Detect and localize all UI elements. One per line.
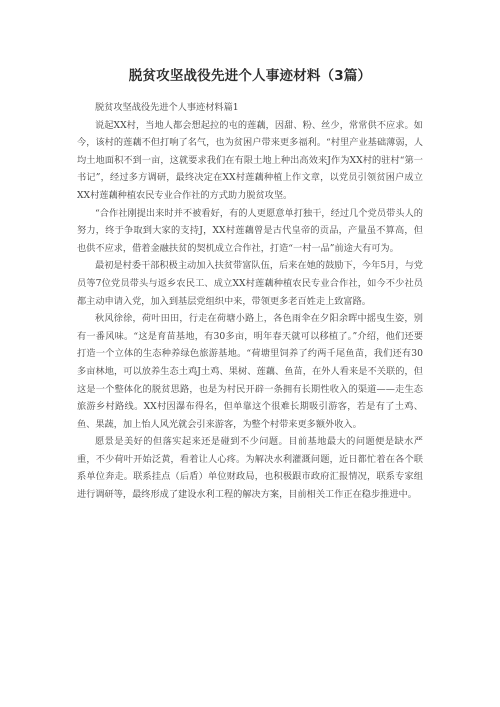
paragraph-4: 秋风徐徐，荷叶田田，行走在荷塘小路上，各色雨伞在夕阳余晖中摇曳生姿，别有一番风味。“这是育苗基地，有30多亩，明年春天就可以移植了。”介绍，他们还要打造一个立体的生态种养绿色旅游基地。“荷塘里饲养了约两千尾鱼苗，我们还有30多亩林地，可以放养生态土鸡J土鸡、果树、莲藕、鱼苗，在外人看来是不关联的，但这是一个整体化的脱贫思路，也是为村民开辟一条拥有长期性收入的渠道——走生态旅游乡村路线。XX村因瀑布得名，但单靠这个很难长期吸引游客，若是有了土鸡、鱼、果蔬，加上怡人风光就会引来游客，为整个村带来更多额外收入。 xyxy=(77,313,423,430)
section-heading: 脱贫攻坚战役先进个人事迹材料篇1 xyxy=(95,102,239,113)
document-body xyxy=(77,99,423,504)
document-title: 脱贫攻坚战役先进个人事迹材料（3篇） xyxy=(128,68,372,84)
paragraph-5: 愿景是美好的但落实起来还是碰到不少问题。目前基地最大的问题便是缺水严重，不少荷叶开始泛黄，看着让人心疼。为解决水利灌溉问题，近日都忙着在各个联系单位奔走。联系挂点（后盾）单位财政局，也积极跟市政府汇报情况，联系专家组进行调研等，最终形成了建设水利工程的解决方案，目前相关工作正在稳步推进中。 xyxy=(77,436,423,501)
paragraph-1: 说起XX村，当地人都会想起拉的屯的莲藕，因甜、粉、丝少，常常供不应求。如今，该村的莲藕不但打响了名气，也为贫困户带来更多福利。“村里产业基础薄弱，人均土地面积不到一亩，这就要求我们在有限土地上种出高效来J作为XX村的驻村“第一书记”，经过多方调研，最终决定在XX村莲藕种植上作文章，以党员引领贫困户成立XX村莲藕种植农民专业合作社的方式助力脱贫攻坚。 xyxy=(77,119,423,201)
paragraph-2: “合作社刚提出来时并不被看好，有的人更愿意单打独干，经过几个党员带头人的努力，终于争取到大家的支持J，XX村莲藕曾是古代皇帝的贡品，产量虽不算高，但也供不应求，借着金融扶贫的契机成立合作社，打造“一村一品”前途大有可为。 xyxy=(77,207,423,254)
paragraph-3: 最初是村委干部积极主动加入扶贫带富队伍，后来在她的鼓励下，今年5月，与党员等7位党员带头与返乡农民工、成立XX村莲藕种植农民专业合作社，如今不少社员都主动申请入党，加入到基层党组织中来，带领更多老百姓走上致富路。 xyxy=(77,260,423,307)
